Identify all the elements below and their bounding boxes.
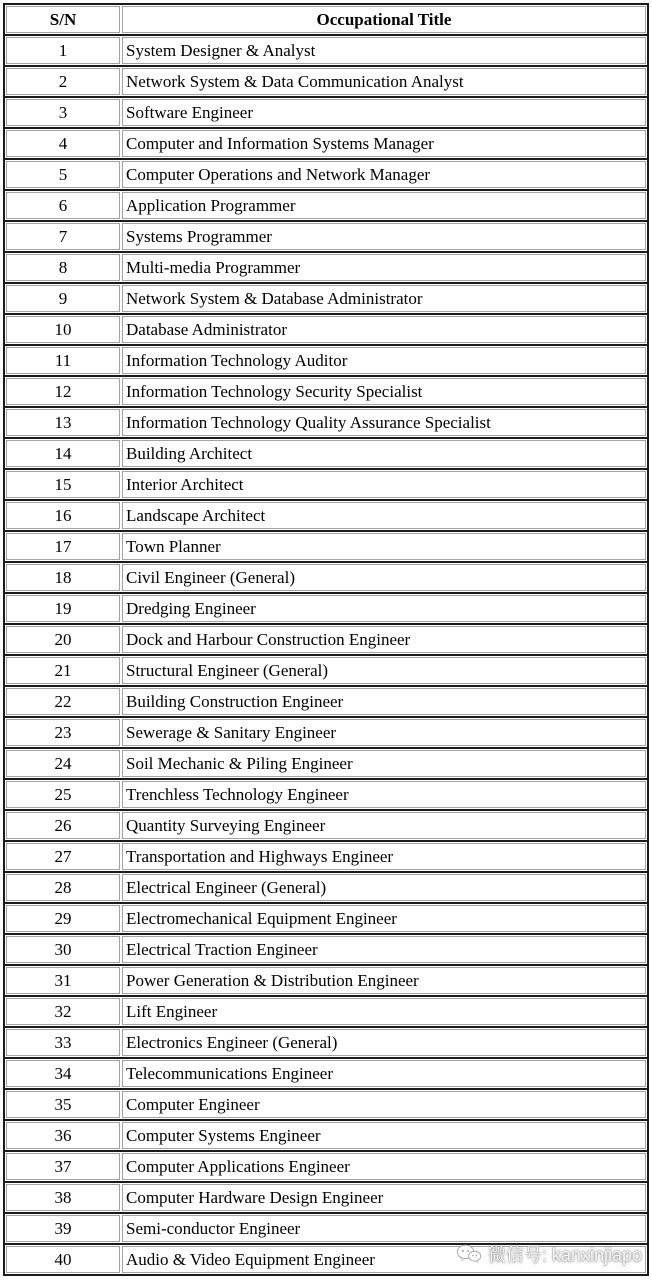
table-row [4,500,648,531]
title-cell: Trenchless Technology Engineer [122,781,646,808]
title-cell: Audio & Video Equipment Engineer [122,1246,646,1273]
title-cell: Multi-media Programmer [122,254,646,281]
column-header-sn: S/N [6,6,120,33]
sn-cell: 24 [6,750,120,777]
table-row [4,97,648,128]
sn-cell: 30 [6,936,120,963]
title-cell: Telecommunications Engineer [122,1060,646,1087]
table-row [4,1089,648,1120]
sn-cell: 6 [6,192,120,219]
table-body [4,35,648,1275]
sn-cell: 5 [6,161,120,188]
table-row [4,593,648,624]
table-row [4,159,648,190]
sn-cell: 38 [6,1184,120,1211]
title-cell: Civil Engineer (General) [122,564,646,591]
title-cell: Electromechanical Equipment Engineer [122,905,646,932]
sn-cell: 39 [6,1215,120,1242]
table-row [4,221,648,252]
sn-cell: 11 [6,347,120,374]
sn-cell: 31 [6,967,120,994]
title-cell: Information Technology Quality Assurance Specialist [122,409,646,436]
title-cell: System Designer & Analyst [122,37,646,64]
sn-cell: 4 [6,130,120,157]
table-row [4,562,648,593]
table-row [4,872,648,903]
sn-cell: 25 [6,781,120,808]
title-cell: Power Generation & Distribution Engineer [122,967,646,994]
sn-cell: 28 [6,874,120,901]
table-row [4,1151,648,1182]
column-header-occupational-title: Occupational Title [122,6,646,33]
sn-cell: 26 [6,812,120,839]
title-cell: Structural Engineer (General) [122,657,646,684]
table-row [4,314,648,345]
sn-cell: 34 [6,1060,120,1087]
table-row [4,128,648,159]
table-row [4,1213,648,1244]
sn-cell: 9 [6,285,120,312]
title-cell: Systems Programmer [122,223,646,250]
sn-cell: 37 [6,1153,120,1180]
table-row [4,624,648,655]
occupations-table [3,3,649,1276]
table-row [4,531,648,562]
title-cell: Computer Applications Engineer [122,1153,646,1180]
table-row [4,965,648,996]
sn-cell: 16 [6,502,120,529]
title-cell: Computer Operations and Network Manager [122,161,646,188]
table-row [4,1027,648,1058]
table-row [4,655,648,686]
title-cell: Dredging Engineer [122,595,646,622]
sn-cell: 13 [6,409,120,436]
table-row [4,407,648,438]
table-row [4,748,648,779]
sn-cell: 18 [6,564,120,591]
title-cell: Computer Hardware Design Engineer [122,1184,646,1211]
sn-cell: 35 [6,1091,120,1118]
table-row [4,469,648,500]
title-cell: Application Programmer [122,192,646,219]
sn-cell: 23 [6,719,120,746]
table-row [4,66,648,97]
title-cell: Sewerage & Sanitary Engineer [122,719,646,746]
table-row [4,934,648,965]
title-cell: Dock and Harbour Construction Engineer [122,626,646,653]
table-row [4,1058,648,1089]
sn-cell: 21 [6,657,120,684]
sn-cell: 3 [6,99,120,126]
title-cell: Interior Architect [122,471,646,498]
sn-cell: 27 [6,843,120,870]
title-cell: Semi-conductor Engineer [122,1215,646,1242]
title-cell: Computer Systems Engineer [122,1122,646,1149]
title-cell: Transportation and Highways Engineer [122,843,646,870]
sn-cell: 36 [6,1122,120,1149]
table-row [4,1182,648,1213]
sn-cell: 40 [6,1246,120,1273]
table-row [4,686,648,717]
table-row [4,810,648,841]
table-row [4,903,648,934]
sn-cell: 7 [6,223,120,250]
title-cell: Electrical Traction Engineer [122,936,646,963]
title-cell: Information Technology Security Specialist [122,378,646,405]
table-row [4,1120,648,1151]
table-row [4,283,648,314]
table-row [4,376,648,407]
sn-cell: 1 [6,37,120,64]
title-cell: Soil Mechanic & Piling Engineer [122,750,646,777]
sn-cell: 32 [6,998,120,1025]
title-cell: Network System & Database Administrator [122,285,646,312]
sn-cell: 2 [6,68,120,95]
watermark-text: 微信号: kanxinjiapo [487,1245,642,1265]
sn-cell: 12 [6,378,120,405]
sn-cell: 33 [6,1029,120,1056]
title-cell: Town Planner [122,533,646,560]
table-row [4,996,648,1027]
table-row [4,35,648,66]
title-cell: Quantity Surveying Engineer [122,812,646,839]
title-cell: Landscape Architect [122,502,646,529]
sn-cell: 15 [6,471,120,498]
sn-cell: 17 [6,533,120,560]
title-cell: Database Administrator [122,316,646,343]
table-row [4,779,648,810]
title-cell: Information Technology Auditor [122,347,646,374]
table-row [4,190,648,221]
title-cell: Electrical Engineer (General) [122,874,646,901]
title-cell: Computer Engineer [122,1091,646,1118]
sn-cell: 19 [6,595,120,622]
sn-cell: 20 [6,626,120,653]
title-cell: Computer and Information Systems Manager [122,130,646,157]
table-row [4,438,648,469]
title-cell: Electronics Engineer (General) [122,1029,646,1056]
title-cell: Lift Engineer [122,998,646,1025]
table-header-row [4,4,648,35]
table-row [4,252,648,283]
table-row [4,345,648,376]
title-cell: Network System & Data Communication Analyst [122,68,646,95]
sn-cell: 22 [6,688,120,715]
title-cell: Building Architect [122,440,646,467]
sn-cell: 14 [6,440,120,467]
table-row [4,1244,648,1275]
table-row [4,717,648,748]
sn-cell: 10 [6,316,120,343]
title-cell: Building Construction Engineer [122,688,646,715]
title-cell: Software Engineer [122,99,646,126]
table-row [4,841,648,872]
sn-cell: 8 [6,254,120,281]
sn-cell: 29 [6,905,120,932]
